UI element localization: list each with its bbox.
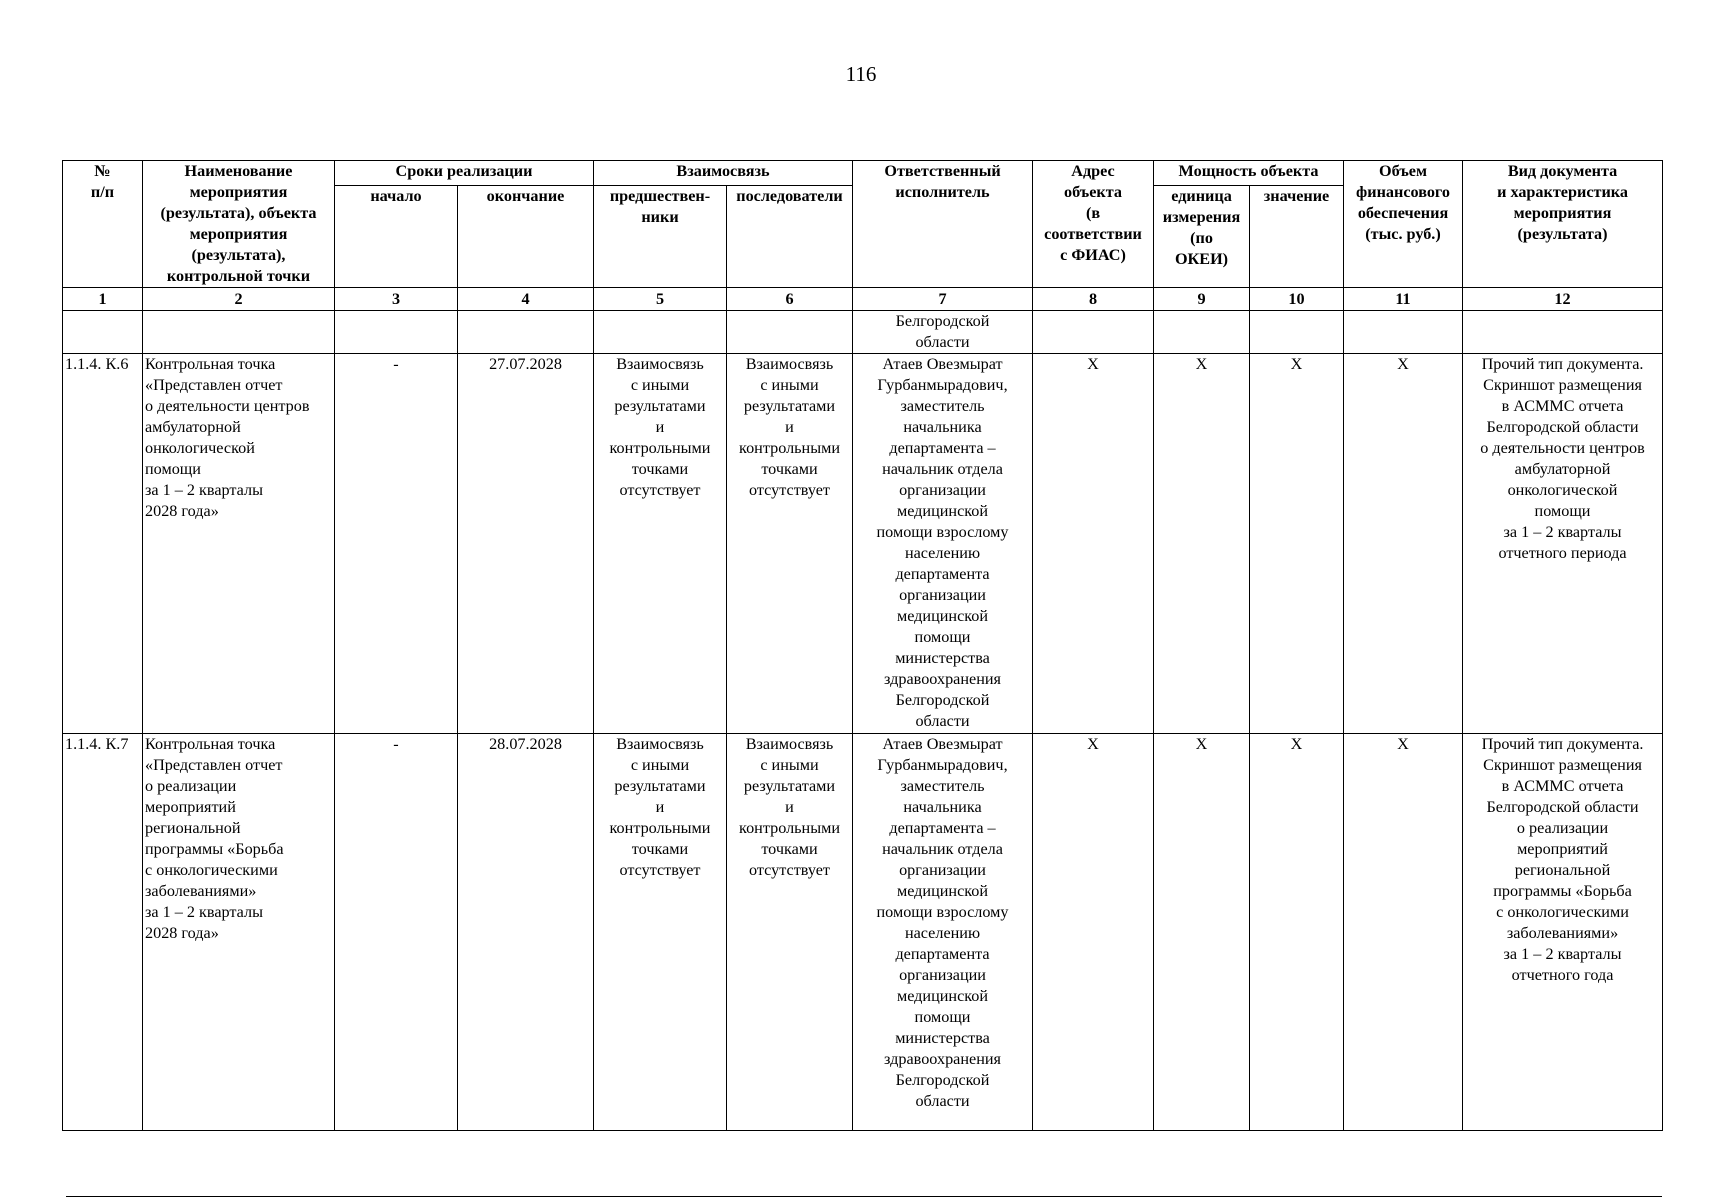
header-finance: Объем финансового обеспечения (тыс. руб.)	[1344, 161, 1463, 288]
cell-value: X	[1250, 734, 1344, 1131]
column-number: 3	[335, 288, 458, 311]
table-row-continuation	[63, 311, 1663, 354]
cell-address: X	[1033, 354, 1154, 734]
header-executor: Ответственный исполнитель	[853, 161, 1033, 288]
table-row	[63, 354, 1663, 734]
column-number: 10	[1250, 288, 1344, 311]
cell-name: Контрольная точка «Представлен отчет о реализации мероприятий региональной программы «Борьба с онкологическими заболеваниями» за 1 – 2 кварталы 2028 года»	[143, 734, 335, 1131]
header-address: Адрес объекта (в соответствии с ФИАС)	[1033, 161, 1154, 288]
cell-address: X	[1033, 734, 1154, 1131]
cell-start: -	[335, 734, 458, 1131]
plan-table	[62, 160, 1663, 1131]
header-name: Наименование мероприятия (результата), объекта мероприятия (результата), контрольной точки	[143, 161, 335, 288]
column-number: 5	[594, 288, 727, 311]
cell-name: Контрольная точка «Представлен отчет о деятельности центров амбулаторной онкологической помощи за 1 – 2 кварталы 2028 года»	[143, 354, 335, 734]
cell-executor: Атаев Овезмырат Гурбанмырадович, заместитель начальника департамента – начальник отдела организации медицинской помощи взрослому населению департамента организации медицинской помощи министерства здравоохранения Белгородской области	[853, 734, 1033, 1131]
cell-finance: X	[1344, 734, 1463, 1131]
header-value: значение	[1250, 185, 1344, 287]
cell-successors: Взаимосвязь с иными результатами и контрольными точками отсутствует	[727, 734, 853, 1131]
header-deadlines: Сроки реализации	[335, 161, 594, 186]
cell-unit: X	[1154, 354, 1250, 734]
column-number: 9	[1154, 288, 1250, 311]
cell-executor: Белгородской области	[853, 311, 1033, 354]
column-number: 7	[853, 288, 1033, 311]
cell-value: X	[1250, 354, 1344, 734]
table-row	[63, 734, 1663, 1131]
header-doc-type: Вид документа и характеристика мероприятия (результата)	[1463, 161, 1663, 288]
header-capacity: Мощность объекта	[1154, 161, 1344, 186]
cell-end: 28.07.2028	[458, 734, 594, 1131]
cell-end: 27.07.2028	[458, 354, 594, 734]
header-start: начало	[335, 185, 458, 287]
cell-num: 1.1.4. К.6	[63, 354, 143, 734]
header-relation: Взаимосвязь	[594, 161, 853, 186]
page-number: 116	[845, 62, 877, 86]
column-number: 12	[1463, 288, 1663, 311]
cell-finance: X	[1344, 354, 1463, 734]
page-bottom-rule	[66, 1196, 1662, 1197]
cell-executor: Атаев Овезмырат Гурбанмырадович, заместитель начальника департамента – начальник отдела организации медицинской помощи взрослому населению департамента организации медицинской помощи министерства здравоохранения Белгородской области	[853, 354, 1033, 734]
column-number: 2	[143, 288, 335, 311]
header-num: № п/п	[63, 161, 143, 288]
cell-doc-type: Прочий тип документа. Скриншот размещения в АСММС отчета Белгородской области о деятельности центров амбулаторной онкологической помощи за 1 – 2 кварталы отчетного периода	[1463, 354, 1663, 734]
column-number: 6	[727, 288, 853, 311]
column-number: 8	[1033, 288, 1154, 311]
column-number: 4	[458, 288, 594, 311]
column-number-row	[63, 288, 1663, 311]
cell-successors: Взаимосвязь с иными результатами и контрольными точками отсутствует	[727, 354, 853, 734]
cell-unit: X	[1154, 734, 1250, 1131]
cell-num: 1.1.4. К.7	[63, 734, 143, 1131]
cell-start: -	[335, 354, 458, 734]
header-successors: последователи	[727, 185, 853, 287]
header-row-main	[63, 161, 1663, 186]
column-number: 1	[63, 288, 143, 311]
header-end: окончание	[458, 185, 594, 287]
header-unit: единица измерения (по ОКЕИ)	[1154, 185, 1250, 287]
cell-predecessors: Взаимосвязь с иными результатами и контрольными точками отсутствует	[594, 354, 727, 734]
cell-predecessors: Взаимосвязь с иными результатами и контрольными точками отсутствует	[594, 734, 727, 1131]
header-predecessors: предшествен- ники	[594, 185, 727, 287]
cell-doc-type: Прочий тип документа. Скриншот размещения в АСММС отчета Белгородской области о реализации мероприятий региональной программы «Борьба с онкологическими заболеваниями» за 1 – 2 кварталы отчетного года	[1463, 734, 1663, 1131]
column-number: 11	[1344, 288, 1463, 311]
